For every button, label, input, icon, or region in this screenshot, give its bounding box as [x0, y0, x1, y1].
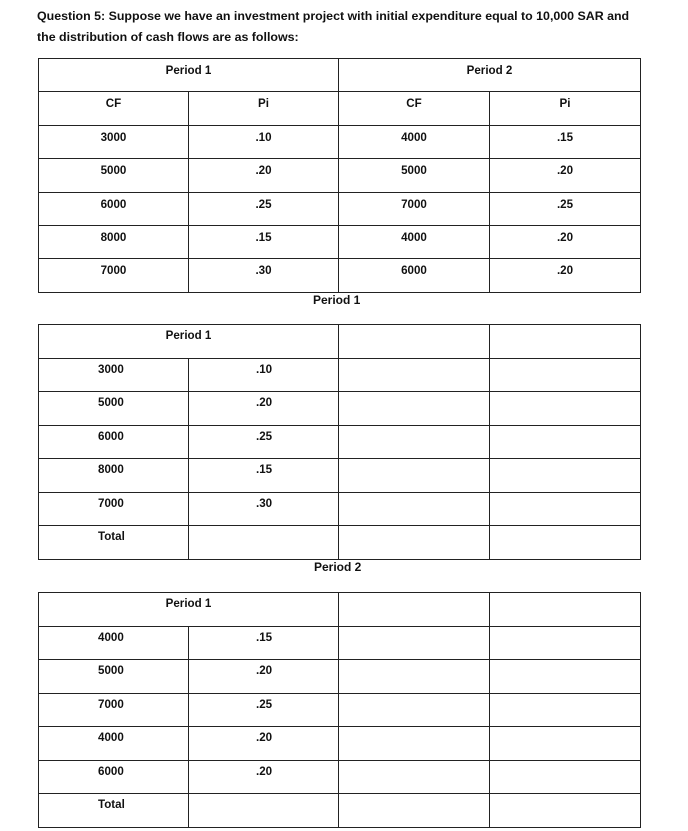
total-label: Total: [39, 526, 189, 560]
blank-cell: [339, 627, 490, 660]
table-row: [39, 426, 641, 459]
blank-cell: [339, 459, 490, 493]
column-header-row: [39, 92, 641, 126]
cf-cell: 5000: [39, 392, 189, 426]
pi-cell: .25: [189, 426, 339, 459]
table-row: [39, 493, 641, 526]
question-line-2: the distribution of cash flows are as follows:: [37, 30, 299, 44]
cell: 7000: [39, 259, 189, 293]
pi-cell: .25: [189, 694, 339, 727]
cell: 6000: [39, 193, 189, 226]
cell: .20: [490, 259, 641, 293]
table-row: [39, 660, 641, 694]
blank-cell: [339, 593, 490, 627]
section-2-caption: Period 2: [314, 560, 362, 574]
cell: .15: [189, 226, 339, 259]
cf-cell: 4000: [39, 627, 189, 660]
pi-cell: .15: [189, 459, 339, 493]
cell: .15: [490, 126, 641, 159]
cell: 5000: [39, 159, 189, 193]
pi-cell: .20: [189, 660, 339, 694]
blank-cell: [490, 761, 641, 794]
question-line-1: Question 5: Suppose we have an investment project with initial expenditure equal to 10,000 SAR and: [37, 9, 630, 23]
blank-cell: [189, 526, 339, 560]
blank-cell: [339, 727, 490, 761]
blank-cell: [339, 694, 490, 727]
cell: .25: [490, 193, 641, 226]
period-2-header: Period 2: [339, 59, 641, 92]
period-header-row: [39, 325, 641, 359]
table-row: [39, 392, 641, 426]
table-row: [39, 694, 641, 727]
cf-header-p2: CF: [339, 92, 490, 126]
cf-cell: 6000: [39, 426, 189, 459]
table-row: [39, 359, 641, 392]
pi-header-p2: Pi: [490, 92, 641, 126]
blank-cell: [490, 694, 641, 727]
blank-cell: [339, 761, 490, 794]
cell: 5000: [339, 159, 490, 193]
cf-cell: 3000: [39, 359, 189, 392]
cell: .20: [490, 226, 641, 259]
table-row: [39, 761, 641, 794]
blank-cell: [339, 660, 490, 694]
blank-cell: [490, 459, 641, 493]
total-row: [39, 794, 641, 828]
blank-cell: [490, 392, 641, 426]
table-row: [39, 259, 641, 293]
blank-cell: [490, 660, 641, 694]
cell: .30: [189, 259, 339, 293]
blank-cell: [490, 794, 641, 828]
blank-cell: [339, 794, 490, 828]
table-row: [39, 627, 641, 660]
pi-cell: .10: [189, 359, 339, 392]
question-text: [37, 6, 667, 48]
cell: .20: [490, 159, 641, 193]
period-2-worksheet-table: [38, 592, 641, 828]
table-row: [39, 126, 641, 159]
period-1-header: Period 1: [39, 325, 339, 359]
table-row: [39, 159, 641, 193]
pi-cell: .30: [189, 493, 339, 526]
blank-cell: [490, 325, 641, 359]
period-1-worksheet-table: [38, 324, 641, 560]
period-1-header: Period 1: [39, 59, 339, 92]
cell: .10: [189, 126, 339, 159]
table-row: [39, 727, 641, 761]
pi-header-p1: Pi: [189, 92, 339, 126]
cell: 4000: [339, 126, 490, 159]
blank-cell: [339, 526, 490, 560]
table-row: [39, 459, 641, 493]
blank-cell: [189, 794, 339, 828]
cf-cell: 7000: [39, 493, 189, 526]
period-header: Period 1: [39, 593, 339, 627]
blank-cell: [490, 593, 641, 627]
cell: 6000: [339, 259, 490, 293]
cf-cell: 5000: [39, 660, 189, 694]
blank-cell: [490, 727, 641, 761]
blank-cell: [490, 493, 641, 526]
pi-cell: .15: [189, 627, 339, 660]
total-row: [39, 526, 641, 560]
blank-cell: [490, 526, 641, 560]
blank-cell: [490, 359, 641, 392]
cf-header-p1: CF: [39, 92, 189, 126]
period-header-row: [39, 59, 641, 92]
blank-cell: [339, 392, 490, 426]
cell: 3000: [39, 126, 189, 159]
total-label: Total: [39, 794, 189, 828]
pi-cell: .20: [189, 761, 339, 794]
period-header-row: [39, 593, 641, 627]
cf-cell: 6000: [39, 761, 189, 794]
table-row: [39, 226, 641, 259]
cell: .25: [189, 193, 339, 226]
section-1-caption: Period 1: [313, 293, 361, 307]
table-row: [39, 193, 641, 226]
blank-cell: [490, 627, 641, 660]
cell: 7000: [339, 193, 490, 226]
pi-cell: .20: [189, 392, 339, 426]
blank-cell: [339, 325, 490, 359]
cell: 4000: [339, 226, 490, 259]
cash-flow-distribution-table: [38, 58, 641, 293]
blank-cell: [339, 426, 490, 459]
pi-cell: .20: [189, 727, 339, 761]
cell: 8000: [39, 226, 189, 259]
cell: .20: [189, 159, 339, 193]
blank-cell: [490, 426, 641, 459]
cf-cell: 8000: [39, 459, 189, 493]
blank-cell: [339, 493, 490, 526]
cf-cell: 7000: [39, 694, 189, 727]
blank-cell: [339, 359, 490, 392]
cf-cell: 4000: [39, 727, 189, 761]
